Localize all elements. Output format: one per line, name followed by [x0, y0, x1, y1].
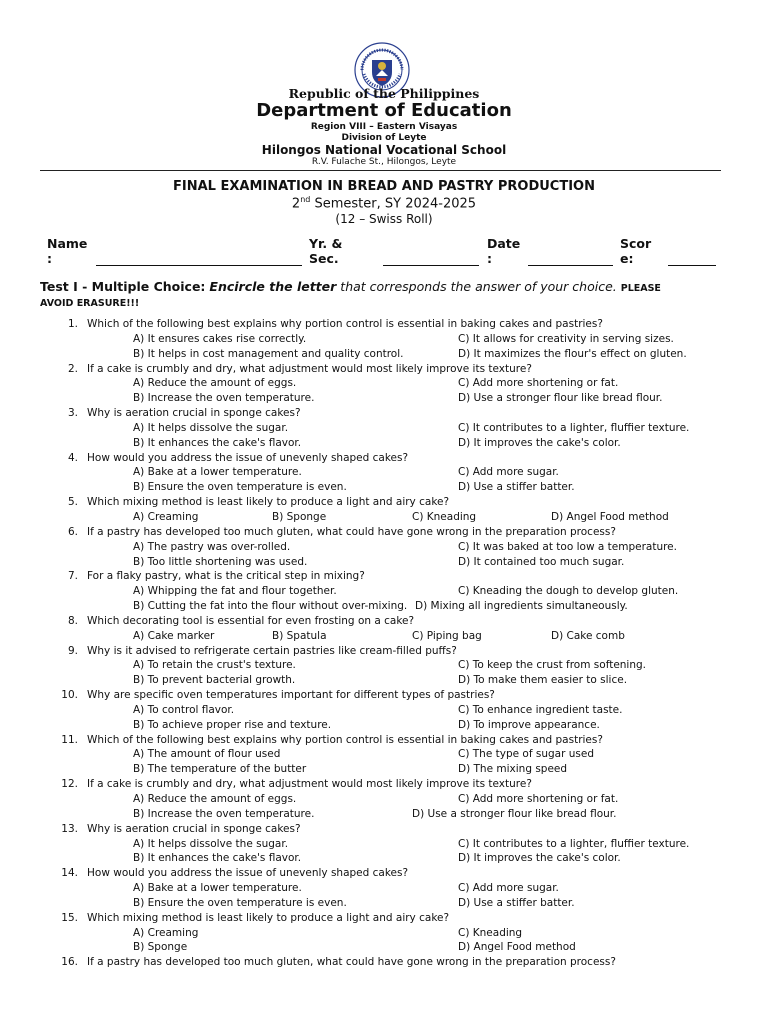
- option-d[interactable]: D) Angel Food method: [458, 941, 576, 954]
- option-a[interactable]: A) It helps dissolve the sugar.: [133, 837, 289, 850]
- question-number: 9.: [67, 644, 78, 657]
- options-row: [0, 762, 768, 777]
- instruction-emphasis: Encircle the letter: [209, 279, 337, 294]
- score-field[interactable]: [668, 265, 716, 266]
- options-row: [0, 851, 768, 866]
- option-d[interactable]: D) It improves the cake's color.: [458, 436, 621, 449]
- semester-suffix: nd: [300, 195, 311, 204]
- erasure-note: PLEASE: [620, 283, 661, 294]
- question-text: If a pastry has developed too much gluten, what could have gone wrong in the preparation process?: [87, 956, 616, 969]
- option-d[interactable]: D) It maximizes the flour's effect on gluten.: [458, 347, 687, 360]
- option-d[interactable]: D) It improves the cake's color.: [458, 852, 621, 865]
- question-text: If a cake is crumbly and dry, what adjustment would most likely improve its texture?: [87, 362, 532, 375]
- question-text: For a flaky pastry, what is the critical step in mixing?: [87, 570, 365, 583]
- date-label-line2: :: [487, 251, 492, 266]
- year-section-label: [309, 236, 342, 266]
- question-text: Which of the following best explains why portion control is essential in baking cakes and pastries?: [87, 733, 603, 746]
- question-2: [0, 362, 768, 377]
- options-row: [0, 436, 768, 451]
- question-7: [0, 569, 768, 584]
- option-a[interactable]: A) Whipping the fat and flour together.: [133, 585, 337, 598]
- option-c[interactable]: C) Kneading: [458, 926, 523, 939]
- option-a[interactable]: A) Cake marker: [133, 629, 215, 642]
- question-number: 8.: [67, 614, 78, 627]
- option-a[interactable]: A) It helps dissolve the sugar.: [133, 421, 289, 434]
- options-row: [0, 555, 768, 570]
- options-row: [0, 332, 768, 347]
- options-row: [0, 807, 768, 822]
- question-number: 4.: [67, 451, 78, 464]
- question-number: 6.: [67, 525, 78, 538]
- option-c[interactable]: C) Add more sugar.: [458, 466, 559, 479]
- options-row: [0, 347, 768, 362]
- division-heading: Division of Leyte: [341, 133, 427, 143]
- question-text: How would you address the issue of unevenly shaped cakes?: [87, 451, 409, 464]
- score-label: [620, 236, 651, 266]
- question-text: If a pastry has developed too much gluten, what could have gone wrong in the preparation process?: [87, 525, 616, 538]
- option-d[interactable]: D) The mixing speed: [458, 763, 568, 776]
- option-d[interactable]: D) To make them easier to slice.: [458, 674, 628, 687]
- republic-heading: Republic of the Philippines: [288, 86, 480, 101]
- erasure-note-cont: AVOID ERASURE!!!: [40, 298, 140, 309]
- options-row: [0, 940, 768, 955]
- options-row: [0, 703, 768, 718]
- question-10: [0, 688, 768, 703]
- department-heading: Department of Education: [256, 100, 512, 121]
- question-text: Which decorating tool is essential for even frosting on a cake?: [87, 614, 415, 627]
- question-4: [0, 451, 768, 466]
- option-b[interactable]: B) Spatula: [272, 629, 327, 642]
- options-row: [0, 926, 768, 941]
- question-text: Which mixing method is least likely to produce a light and airy cake?: [87, 911, 450, 924]
- option-a[interactable]: A) Bake at a lower temperature.: [133, 466, 302, 479]
- options-row: [0, 376, 768, 391]
- options-row: [0, 673, 768, 688]
- question-text: Why is aeration crucial in sponge cakes?: [87, 822, 301, 835]
- option-c[interactable]: C) To keep the crust from softening.: [458, 659, 647, 672]
- option-a[interactable]: A) To retain the crust's texture.: [133, 659, 296, 672]
- date-label-line1: Date: [487, 236, 521, 251]
- options-row: [0, 510, 768, 525]
- option-d[interactable]: D) To improve appearance.: [458, 718, 600, 731]
- question-number: 14.: [61, 867, 78, 880]
- date-label: [487, 236, 520, 266]
- question-list: [0, 317, 768, 970]
- question-6: [0, 525, 768, 540]
- question-text: Which mixing method is least likely to produce a light and airy cake?: [87, 496, 450, 509]
- question-15: [0, 911, 768, 926]
- semester-number: 2: [291, 196, 301, 212]
- option-a[interactable]: A) To control flavor.: [133, 703, 235, 716]
- question-number: 15.: [61, 911, 78, 924]
- option-a[interactable]: A) Bake at a lower temperature.: [133, 882, 302, 895]
- option-c[interactable]: C) Add more sugar.: [458, 882, 559, 895]
- question-text: Why are specific oven temperatures important for different types of pastries?: [87, 689, 495, 702]
- question-text: Why is aeration crucial in sponge cakes?: [87, 407, 301, 420]
- question-text: Which of the following best explains why portion control is essential in baking cakes and pastries?: [87, 318, 603, 330]
- options-row: [0, 540, 768, 555]
- option-c[interactable]: C) Add more shortening or fat.: [458, 793, 619, 805]
- option-b[interactable]: B) Increase the oven temperature.: [133, 392, 315, 405]
- name-label-line1: Name: [47, 236, 88, 251]
- question-number: 16.: [61, 956, 78, 969]
- option-d[interactable]: D) Angel Food method: [551, 510, 669, 523]
- option-c[interactable]: C) It contributes to a lighter, fluffier texture.: [458, 421, 690, 434]
- score-label-line1: Scor: [620, 236, 652, 251]
- question-9: [0, 644, 768, 659]
- options-row: [0, 747, 768, 762]
- question-number: 13.: [61, 822, 78, 835]
- year-label-line1: Yr. &: [309, 236, 343, 251]
- option-a[interactable]: A) The pastry was over-rolled.: [133, 540, 291, 553]
- option-d[interactable]: D) Mixing all ingredients simultaneously.: [415, 600, 628, 613]
- option-b[interactable]: B) Sponge: [272, 510, 327, 523]
- options-row: [0, 658, 768, 673]
- options-row: [0, 465, 768, 480]
- option-d[interactable]: D) Use a stronger flour like bread flour.: [412, 807, 617, 820]
- options-row: [0, 792, 768, 807]
- option-c[interactable]: C) Kneading: [412, 510, 477, 523]
- name-label-line2: :: [47, 251, 52, 266]
- instruction-text: that corresponds the answer of your choice.: [340, 279, 617, 294]
- school-name: Hilongos National Vocational School: [261, 143, 507, 157]
- score-label-line2: e:: [620, 251, 634, 266]
- option-c[interactable]: C) Piping bag: [412, 629, 482, 642]
- option-d[interactable]: D) Use a stiffer batter.: [458, 481, 575, 494]
- option-b[interactable]: B) It helps in cost management and quality control.: [133, 347, 404, 360]
- question-number: 5.: [67, 496, 78, 509]
- option-b[interactable]: B) Sponge: [133, 941, 188, 954]
- semester-line: [0, 195, 768, 211]
- options-row: [0, 629, 768, 644]
- name-label: [47, 236, 87, 266]
- option-b[interactable]: B) To achieve proper rise and texture.: [133, 718, 332, 731]
- option-a[interactable]: A) Creaming: [133, 926, 199, 939]
- option-a[interactable]: A) Reduce the amount of eggs.: [133, 377, 297, 390]
- option-a[interactable]: A) Creaming: [133, 510, 199, 523]
- header-divider: [40, 170, 721, 171]
- name-field[interactable]: [96, 265, 302, 266]
- question-text: How would you address the issue of unevenly shaped cakes?: [87, 867, 409, 880]
- semester-text: Semester, SY 2024-2025: [310, 196, 477, 212]
- option-c[interactable]: C) It was baked at too low a temperature.: [458, 540, 677, 553]
- option-a[interactable]: A) The amount of flour used: [133, 748, 281, 761]
- option-b[interactable]: B) Too little shortening was used.: [133, 555, 308, 568]
- question-1: [0, 317, 768, 332]
- option-b[interactable]: B) It enhances the cake's flavor.: [133, 436, 302, 449]
- question-text: If a cake is crumbly and dry, what adjustment would most likely improve its texture?: [87, 778, 532, 791]
- option-c[interactable]: C) Add more shortening or fat.: [458, 377, 619, 390]
- option-b[interactable]: B) Ensure the oven temperature is even.: [133, 896, 347, 909]
- options-row: [0, 599, 768, 614]
- section-line: (12 – Swiss Roll): [335, 212, 433, 226]
- question-text: Why is it advised to refrigerate certain pastries like cream-filled puffs?: [87, 644, 457, 657]
- question-8: [0, 614, 768, 629]
- test-label: Test I - Multiple Choice:: [40, 279, 206, 294]
- question-number: 10.: [61, 689, 78, 702]
- question-12: [0, 777, 768, 792]
- options-row: [0, 881, 768, 896]
- option-c[interactable]: C) It contributes to a lighter, fluffier texture.: [458, 837, 690, 850]
- question-16: [0, 955, 768, 970]
- question-number: 2.: [67, 362, 78, 375]
- options-row: [0, 391, 768, 406]
- year-section-field[interactable]: [383, 265, 479, 266]
- option-a[interactable]: A) Reduce the amount of eggs.: [133, 793, 297, 805]
- year-label-line2: Sec.: [309, 251, 339, 266]
- test-instructions: [40, 280, 730, 310]
- option-c[interactable]: C) It allows for creativity in serving sizes.: [458, 332, 674, 345]
- question-3: [0, 406, 768, 421]
- question-5: [0, 495, 768, 510]
- question-11: [0, 733, 768, 748]
- question-number: 11.: [61, 733, 78, 746]
- options-row: [0, 584, 768, 599]
- option-d[interactable]: D) It contained too much sugar.: [458, 555, 625, 568]
- options-row: [0, 718, 768, 733]
- question-number: 1.: [67, 318, 78, 330]
- question-number: 7.: [67, 570, 78, 583]
- option-b[interactable]: B) To prevent bacterial growth.: [133, 674, 296, 687]
- option-b[interactable]: B) Increase the oven temperature.: [133, 807, 315, 820]
- option-a[interactable]: A) It ensures cakes rise correctly.: [133, 332, 307, 345]
- exam-title: FINAL EXAMINATION IN BREAD AND PASTRY PRODUCTION: [173, 179, 595, 194]
- option-d[interactable]: D) Cake comb: [551, 629, 625, 642]
- option-d[interactable]: D) Use a stiffer batter.: [458, 896, 575, 909]
- option-b[interactable]: B) The temperature of the butter: [133, 763, 307, 776]
- option-d[interactable]: D) Use a stronger flour like bread flour.: [458, 392, 663, 405]
- date-field[interactable]: [528, 265, 613, 266]
- options-row: [0, 480, 768, 495]
- option-b[interactable]: B) Ensure the oven temperature is even.: [133, 481, 347, 494]
- question-14: [0, 866, 768, 881]
- question-number: 12.: [61, 778, 78, 791]
- option-c[interactable]: C) Kneading the dough to develop gluten.: [458, 585, 679, 598]
- question-13: [0, 822, 768, 837]
- option-b[interactable]: B) Cutting the fat into the flour without over-mixing.: [133, 600, 408, 613]
- region-heading: Region VIII – Eastern Visayas: [310, 122, 458, 132]
- school-address: R.V. Fulache St., Hilongos, Leyte: [311, 157, 457, 167]
- options-row: [0, 421, 768, 436]
- question-number: 3.: [67, 407, 78, 420]
- option-b[interactable]: B) It enhances the cake's flavor.: [133, 852, 302, 865]
- options-row: [0, 896, 768, 911]
- options-row: [0, 837, 768, 852]
- option-c[interactable]: C) To enhance ingredient taste.: [458, 703, 623, 716]
- option-c[interactable]: C) The type of sugar used: [458, 748, 595, 761]
